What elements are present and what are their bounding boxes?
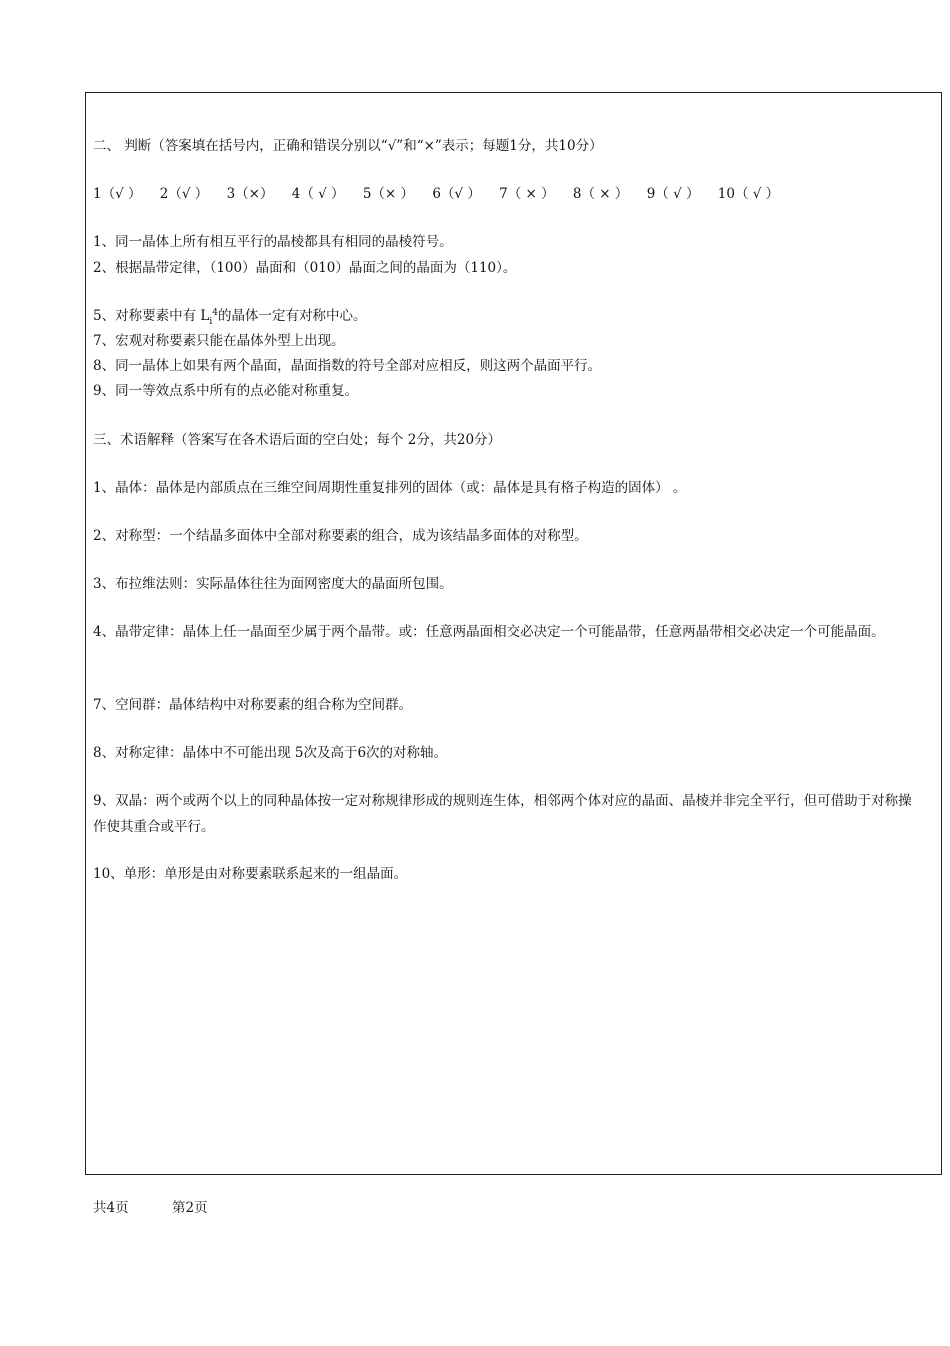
- footer-total-pages: 共4页: [93, 1200, 129, 1216]
- answer-10: 10（ √ ）: [717, 186, 780, 202]
- judgment-item-5: [93, 303, 930, 331]
- judgment-item-7: 7、宏观对称要素只能在晶体外型上出现。: [93, 333, 345, 349]
- judgment-item-8: 8、同一晶体上如果有两个晶面，晶面指数的符号全部对应相反，则这两个晶面平行。: [93, 358, 602, 374]
- section2-heading: 二、 判断（答案填在括号内，正确和错误分别以“√”和“×”表示；每题1分，共10分）: [93, 138, 603, 154]
- term-8: 8、对称定律：晶体中不可能出现 5次及高于6次的对称轴。: [93, 745, 448, 761]
- item5-prefix: 5、对称要素中有 L: [93, 308, 210, 324]
- answer-8: 8（ × ）: [572, 186, 629, 202]
- term-3: 3、布拉维法则：实际晶体往往为面网密度大的晶面所包围。: [93, 576, 453, 592]
- item5-superscript: 4: [212, 308, 218, 318]
- answer-5: 5（× ）: [362, 186, 415, 202]
- judgment-item-1: 1、同一晶体上所有相互平行的晶棱都具有相同的晶棱符号。: [93, 234, 453, 250]
- term-1: 1、晶体：晶体是内部质点在三维空间周期性重复排列的固体（或：晶体是具有格子构造的固体） 。: [93, 480, 687, 496]
- section3-heading: 三、术语解释（答案写在各术语后面的空白处；每个 2分，共20分）: [93, 432, 502, 448]
- footer-current-page: 第2页: [172, 1200, 208, 1216]
- term-4: 4、晶带定律：晶体上任一晶面至少属于两个晶带。或：任意两晶面相交必决定一个可能晶带，任意两晶带相交必决定一个可能晶面。: [93, 624, 885, 640]
- term-7: 7、空间群：晶体结构中对称要素的组合称为空间群。: [93, 697, 413, 713]
- term-10: 10、单形：单形是由对称要素联系起来的一组晶面。: [93, 866, 408, 882]
- answer-1: 1（√ ）: [93, 186, 142, 202]
- answer-row: [93, 181, 930, 207]
- answer-2: 2（√ ）: [159, 186, 209, 202]
- item5-subscript: i: [209, 317, 213, 327]
- answer-6: 6（√ ）: [432, 186, 481, 202]
- judgment-item-2: 2、根据晶带定律，（100）晶面和（010）晶面之间的晶面为（110）。: [93, 260, 517, 276]
- answer-3: 3（×）: [226, 186, 274, 202]
- answer-7: 7（ × ）: [499, 186, 555, 202]
- answer-9: 9（ √ ）: [646, 186, 700, 202]
- judgment-item-9: 9、同一等效点系中所有的点必能对称重复。: [93, 383, 359, 399]
- answer-4: 4（ √ ）: [291, 186, 345, 202]
- term-9: 9、双晶：两个或两个以上的同种晶体按一定对称规律形成的规则连生体，相邻两个体对应的晶面、晶棱并非完全平行，但可借助于对称操作使其重合或平行。: [93, 793, 912, 835]
- term-2: 2、对称型：一个结晶多面体中全部对称要素的组合，成为该结晶多面体的对称型。: [93, 528, 588, 544]
- item5-suffix: 的晶体一定有对称中心。: [217, 308, 367, 324]
